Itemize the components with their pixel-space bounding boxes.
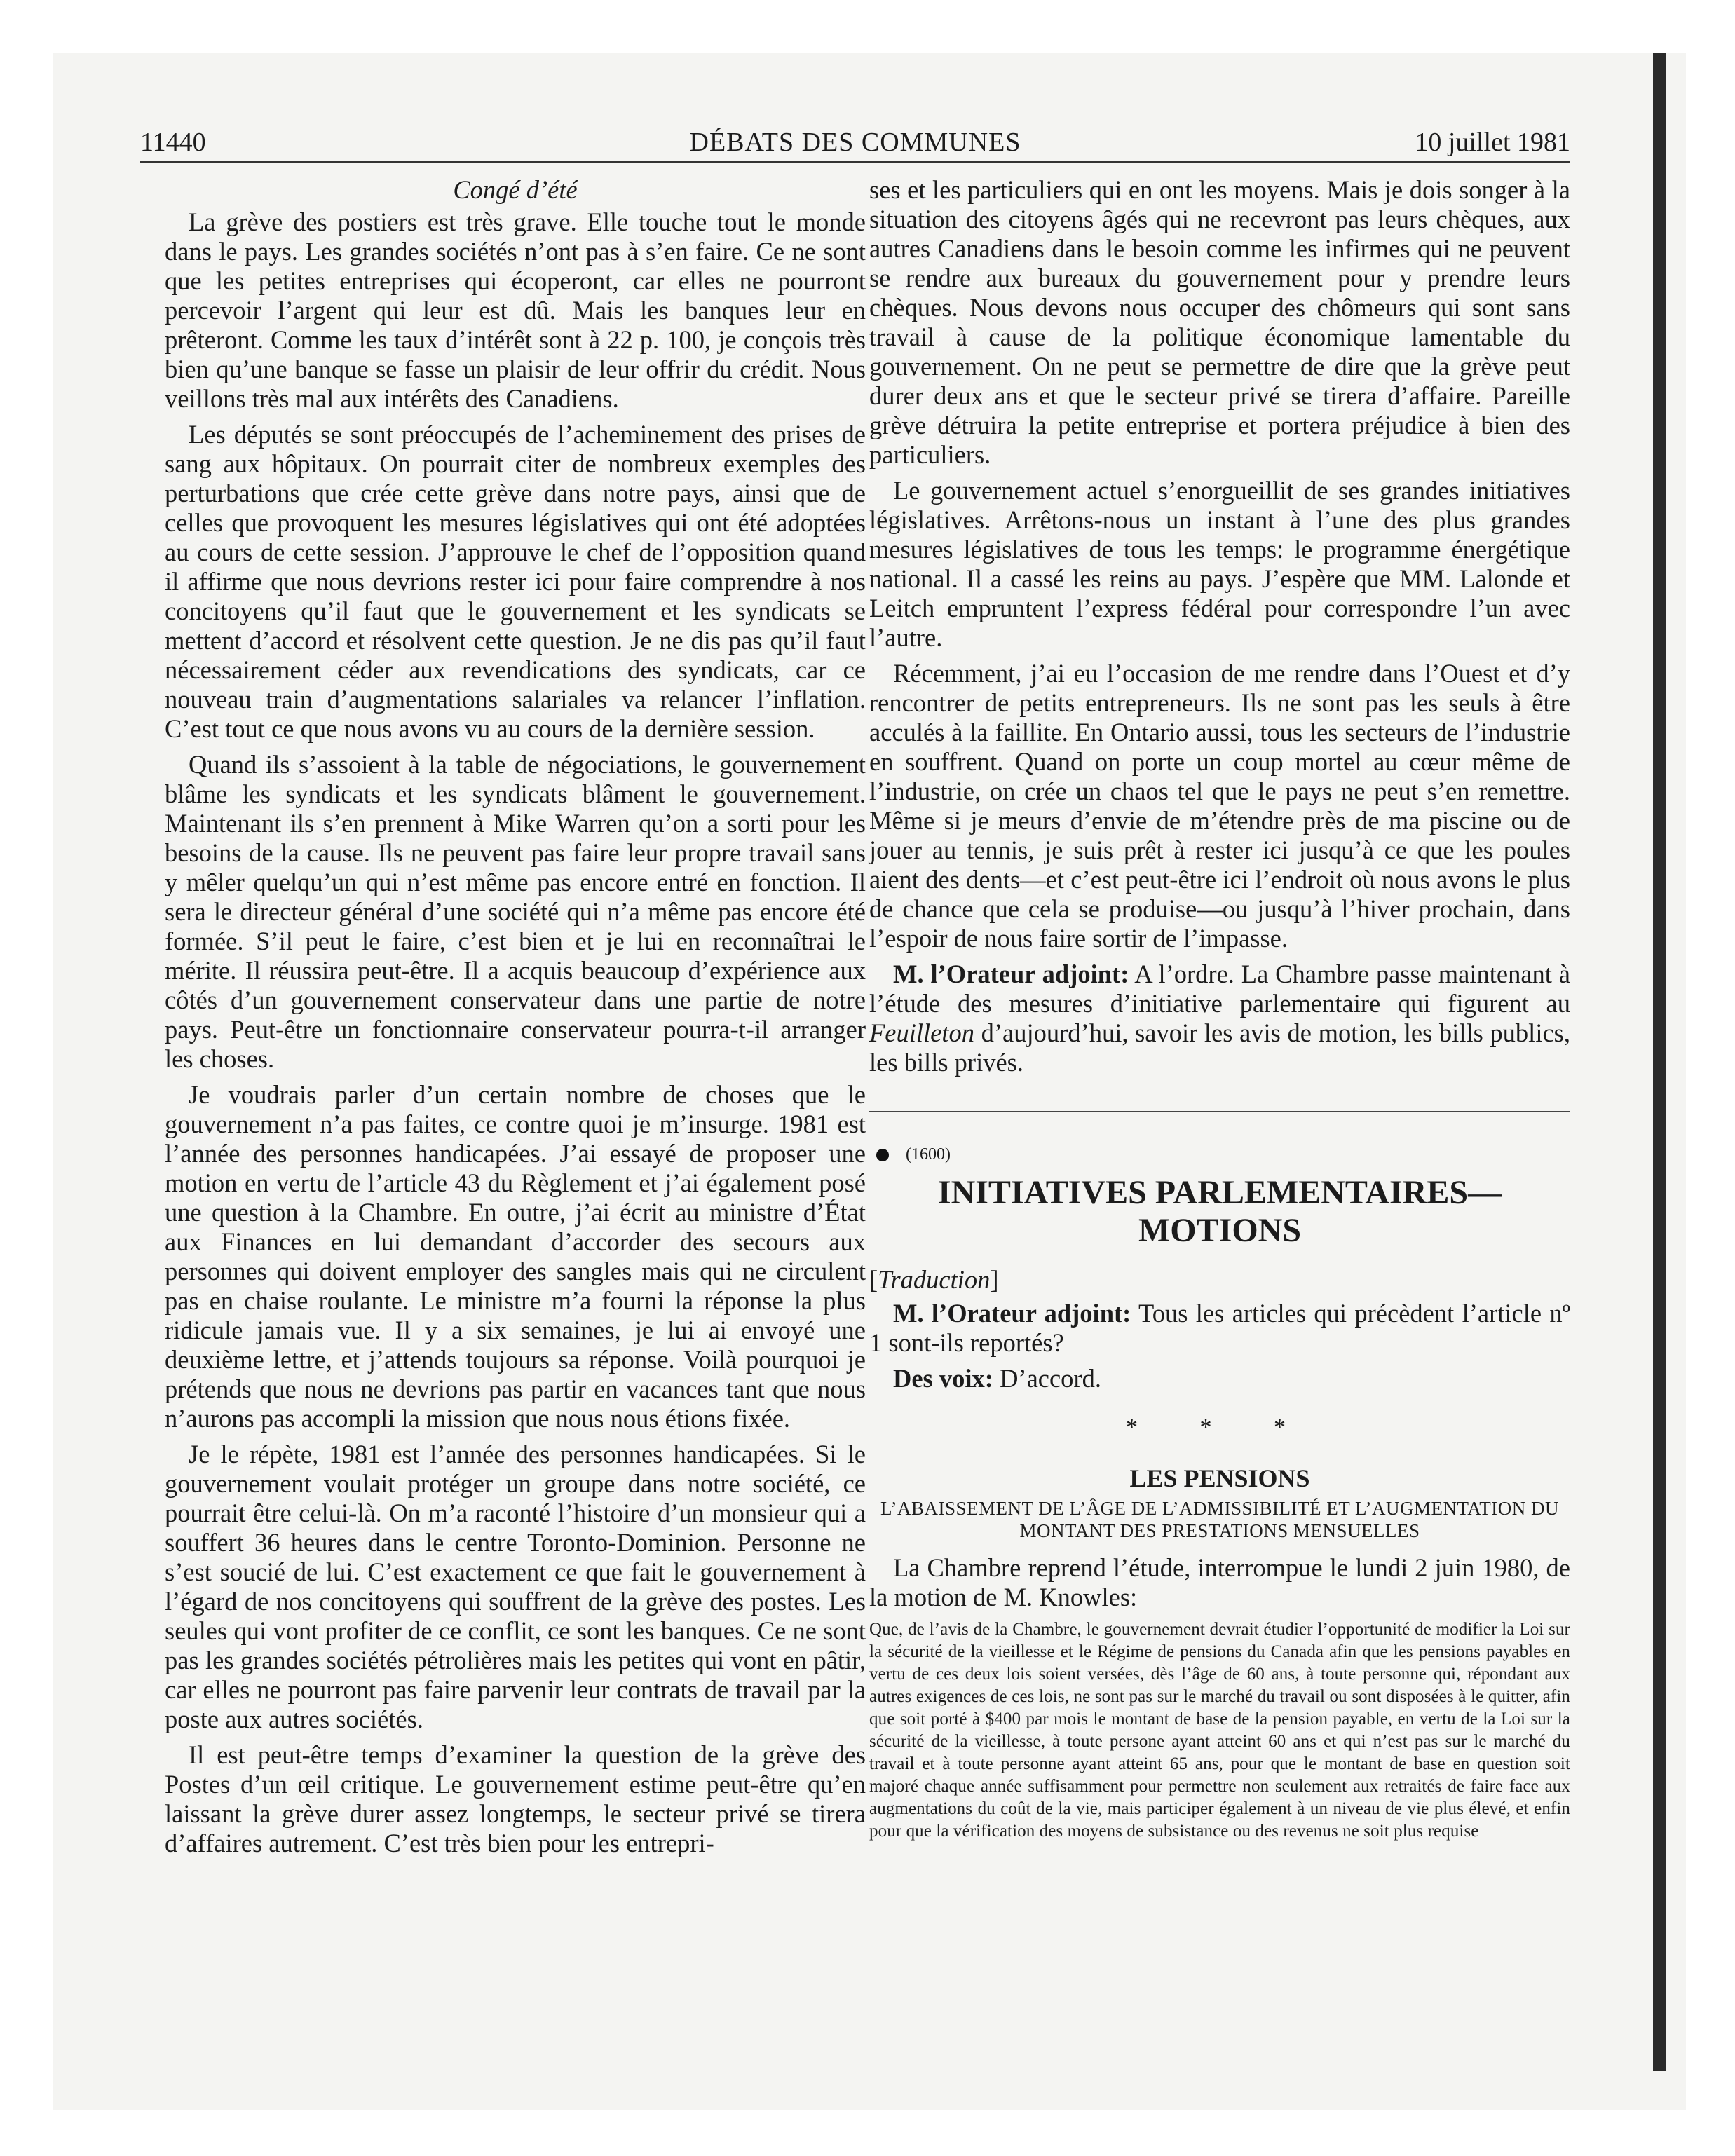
section-heading — [869, 1174, 1570, 1250]
translation-note: [Traduction] — [869, 1265, 999, 1294]
page-header — [140, 123, 1570, 163]
speech-text: A l’ordre. La Chambre passe maintenant à l’étude des mesures d’initiative parlementaire qui figurent au — [869, 960, 1570, 1018]
speaker-name: M. l’Orateur adjoint: — [893, 1299, 1131, 1328]
paragraph: Le gouvernement actuel s’enorgueillit de ses grandes initiatives législatives. Arrêtons-nous un instant à l’une des plus grandes mesures législatives de tous les temps: le programme énergétique national. Il a cassé les reins au pays. J’espère que MM. Lalonde et Leitch empruntent l’express fédéral pour correspondre l’un avec l’autre. — [869, 476, 1570, 652]
speech-text: Tous les articles qui précèdent l’article nº 1 sont-ils reportés? — [869, 1299, 1570, 1357]
speaker-name: Des voix: — [893, 1364, 993, 1393]
speaker-name: M. l’Orateur adjoint: — [893, 960, 1129, 988]
scan-edge-bar — [1653, 53, 1666, 2071]
translation-label: Traduction — [878, 1265, 991, 1294]
time-label: (1600) — [906, 1145, 951, 1164]
separator-stars: * * * — [1126, 1414, 1314, 1440]
paragraph: Il est peut-être temps d’examiner la question de la grève des Postes d’un œil critique. Le gouvernement estime peut-être qu’en laissant la grève durer assez longtemps, le secteur privé se tirera d’affaires autrement. C’est très bien pour les entrepri- — [165, 1740, 866, 1857]
heading-line: MOTIONS — [1138, 1212, 1302, 1249]
right-column — [869, 175, 1570, 1843]
page-number: 11440 — [140, 128, 206, 157]
bullet-icon — [876, 1149, 889, 1161]
time-marker — [869, 1140, 1570, 1168]
section-subtitle: Congé d’été — [453, 175, 578, 204]
paragraph: La grève des postiers est très grave. Elle touche tout le monde dans le pays. Les grandes sociétés n’ont pas à s’en faire. Ce ne sont que les petites entreprises qui écoperont, car elles ne pourront percevoir l’argent qui leur est dû. Mais les banques leur en prêteront. Comme les taux d’intérêt sont à 22 p. 100, je conçois très bien qu’une banque se fasse un plaisir de leur offrir du crédit. Nous veillons très mal aux intérêts des Canadiens. — [165, 207, 866, 413]
topic-heading: LES PENSIONS — [1129, 1464, 1310, 1492]
section-divider — [869, 1111, 1570, 1112]
paragraph-continued: ses et les particuliers qui en ont les moyens. Mais je dois songer à la situation des citoyens âgés qui ne recevront pas leurs chèques, aux autres Canadiens dans le besoin comme les infirmes qui ne peuvent se rendre aux bureaux du gouvernement pour y prendre leurs chèques. Nous devons nous occuper des chômeurs qui sont sans travail à cause de la politique économique lamentable du gouvernement. On ne peut se permettre de dire que la grève peut durer deux ans et que le secteur privé se tirera d’affaire. Pareille grève détruira la petite entreprise et portera préjudice à bien des particuliers. — [869, 175, 1570, 469]
speaker-paragraph — [869, 1299, 1570, 1358]
paragraph: Je voudrais parler d’un certain nombre de choses que le gouvernement n’a pas faites, ce contre quoi je m’insurge. 1981 est l’année des personnes handicapées. J’ai essayé de proposer une motion en vertu de l’article 43 du Règlement et j’ai également posé une question à la Chambre. En outre, j’ai écrit au ministre d’État aux Finances en lui demandant d’accorder des secours aux personnes qui doivent employer des sangles mais qui ne circulent pas en chaise roulante. Le ministre m’a fourni la réponse la plus ridicule jamais vue. Il y a six semaines, je lui ai envoyé une deuxième lettre, et j’attends toujours sa réponse. Voilà pourquoi je prétends que nous ne devrions pas partir en vacances tant que nous n’aurons pas accompli la mission que nous nous étions fixée. — [165, 1080, 866, 1433]
paragraph: Les députés se sont préoccupés de l’acheminement des prises de sang aux hôpitaux. On pourrait citer de nombreux exemples des perturbations que crée cette grève dans notre pays, ainsi que de celles que provoquent les mesures législatives qui ont été adoptées au cours de cette session. J’approuve le chef de l’opposition quand il affirme que nous devrions rester ici pour faire comprendre à nos concitoyens qu’il faut que le gouvernement et les syndicats se mettent d’accord et résolvent cette question. Je ne dis pas qu’il faut nécessairement céder aux revendications des syndicats, car ce nouveau train d’augmentations salariales va relancer l’inflation. C’est tout ce que nous avons vu au cours de la dernière session. — [165, 420, 866, 743]
paragraph: Je le répète, 1981 est l’année des personnes handicapées. Si le gouvernement voulait protéger un groupe dans notre société, ce pourrait être celui-là. On m’a raconté l’histoire d’un monsieur qui a souffert 36 heures dans le centre Toronto-Dominion. Personne ne s’est soucié de lui. C’est exactement ce que fait le gouvernement à l’égard de nos concitoyens qui souffrent de la grève des postes. Les seules qui vont profiter de ce conflit, ce sont les banques. Ce ne sont pas les grandes sociétés pétrolières mais les petites qui vont en pâtir, car elles ne pourront pas faire parvenir leur contrats de travail par la poste aux autres sociétés. — [165, 1440, 866, 1733]
left-column — [165, 175, 866, 1864]
topic-subheading: L’ABAISSEMENT DE L’ÂGE DE L’ADMISSIBILITÉ ET L’AUGMENTATION DU MONTANT DES PRESTATIONS MENSUELLES — [880, 1498, 1560, 1541]
issue-date: 10 juillet 1981 — [1415, 128, 1570, 157]
publication-title: DÉBATS DES COMMUNES — [689, 128, 1021, 157]
speaker-paragraph — [869, 1364, 1570, 1393]
feuilleton-text: Feuilleton — [869, 1018, 975, 1047]
speaker-paragraph — [869, 960, 1570, 1077]
paragraph: Récemment, j’ai eu l’occasion de me rendre dans l’Ouest et d’y rencontrer de petits entrepreneurs. Ils ne sont pas les seuls à être acculés à la faillite. En Ontario aussi, tous les secteurs de l’industrie en souffrent. Quand on porte un coup mortel au cœur même de l’industrie, on crée un chaos tel que le pays ne peut s’en remettre. Même si je meurs d’envie de m’étendre près de ma piscine ou de jouer au tennis, je suis prêt à rester ici jusqu’à ce que les poules aient des dents—et c’est peut-être ici l’endroit où nous avons le plus de chance que cela se produise—ou jusqu’à l’hiver prochain, dans l’espoir de nous faire sortir de l’impasse. — [869, 659, 1570, 953]
motion-quote: Que, de l’avis de la Chambre, le gouvernement devrait étudier l’opportunité de modifier la Loi sur la sécurité de la vieillesse et le Régime de pensions du Canada afin que les pensions payables en vertu de ces deux lois soient versées, dès l’âge de 60 ans, à toute personne qui, répondant aux autres exigences de ces lois, ne sont pas sur le marché du travail ou sont disposées à le quitter, afin que soit porté à $400 par mois le montant de base de la pension payable, en vertu de la Loi sur la sécurité de la vieillesse, à toute persone ayant atteint 60 ans et qui n’est pas sur le marché du travail et à toute personne ayant atteint 65 ans, pour que le montant de base en question soit majoré chaque année suffisamment pour permettre non seulement aux retraités de faire face aux augmentations du coût de la vie, mais participer également à un niveau de vie plus élevé, et enfin pour que la vérification des moyens de subsistance ou des revenus ne soit plus requise — [869, 1620, 1570, 1841]
paragraph: La Chambre reprend l’étude, interrompue le lundi 2 juin 1980, de la motion de M. Knowles: — [869, 1553, 1570, 1611]
paragraph: Quand ils s’assoient à la table de négociations, le gouvernement blâme les syndicats et les syndicats blâment le gouvernement. Maintenant ils s’en prennent à Mike Warren qu’on a sorti pour les besoins de la cause. Ils ne peuvent pas faire leur propre travail sans y mêler quelqu’un qui n’est même pas encore entré en fonction. Il sera le directeur général d’une société qui n’a même pas encore été formée. S’il peut le faire, c’est bien et je lui en reconnaîtrai le mérite. Il réussira peut-être. Il a acquis beaucoup d’expérience aux côtés d’un gouvernement conservateur dans une partie de notre pays. Peut-être un fonctionnaire conservateur pourra-t-il arranger les choses. — [165, 750, 866, 1073]
heading-line: INITIATIVES PARLEMENTAIRES— — [937, 1174, 1502, 1211]
speech-text: d’aujourd’hui, savoir les avis de motion, les bills publics, les bills privés. — [869, 1018, 1570, 1077]
speech-text: D’accord. — [1000, 1364, 1101, 1393]
